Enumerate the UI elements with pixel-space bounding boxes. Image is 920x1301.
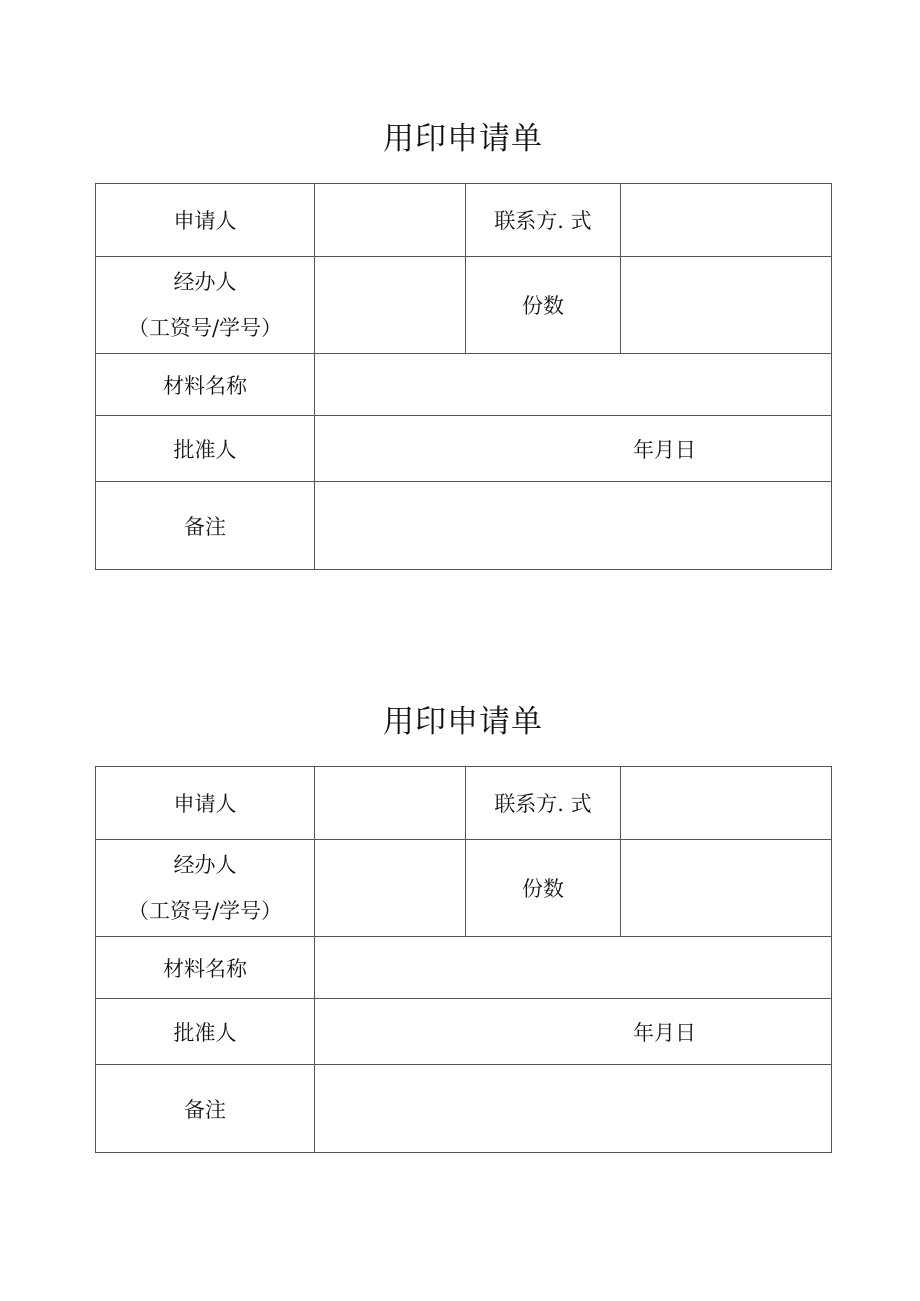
contact-field[interactable] bbox=[621, 767, 832, 840]
row-handler bbox=[96, 257, 832, 354]
date-label: 年月日 bbox=[633, 437, 696, 462]
row-remarks bbox=[96, 1065, 832, 1153]
copies-field[interactable] bbox=[621, 840, 832, 937]
row-approver bbox=[96, 999, 832, 1065]
contact-label: 联系方. 式 bbox=[466, 184, 621, 257]
row-material bbox=[96, 937, 832, 999]
applicant-label: 申请人 bbox=[96, 767, 315, 840]
material-field[interactable] bbox=[315, 354, 832, 416]
date-label: 年月日 bbox=[633, 1020, 696, 1045]
form-table bbox=[95, 766, 832, 1153]
approver-date-field[interactable] bbox=[315, 416, 832, 482]
remarks-label: 备注 bbox=[96, 1065, 315, 1153]
contact-field[interactable] bbox=[621, 184, 832, 257]
remarks-field[interactable] bbox=[315, 1065, 832, 1153]
row-applicant bbox=[96, 767, 832, 840]
approver-label: 批准人 bbox=[96, 416, 315, 482]
copies-label: 份数 bbox=[466, 840, 621, 937]
handler-label: 经办人 bbox=[173, 853, 237, 877]
contact-label: 联系方. 式 bbox=[466, 767, 621, 840]
applicant-field[interactable] bbox=[315, 184, 466, 257]
material-field[interactable] bbox=[315, 937, 832, 999]
row-approver bbox=[96, 416, 832, 482]
copies-field[interactable] bbox=[621, 257, 832, 354]
form-title: 用印申请单 bbox=[383, 121, 543, 157]
handler-field[interactable] bbox=[315, 840, 466, 937]
form-table bbox=[95, 183, 832, 570]
material-label: 材料名称 bbox=[96, 354, 315, 416]
handler-label-cell bbox=[96, 257, 315, 354]
remarks-field[interactable] bbox=[315, 482, 832, 570]
copies-label: 份数 bbox=[466, 257, 621, 354]
handler-sub-label: （工资号/学号） bbox=[127, 316, 283, 340]
row-material bbox=[96, 354, 832, 416]
material-label: 材料名称 bbox=[96, 937, 315, 999]
handler-sub-label: （工资号/学号） bbox=[127, 899, 283, 923]
row-applicant bbox=[96, 184, 832, 257]
applicant-field[interactable] bbox=[315, 767, 466, 840]
remarks-label: 备注 bbox=[96, 482, 315, 570]
row-handler bbox=[96, 840, 832, 937]
handler-label-cell bbox=[96, 840, 315, 937]
approver-label: 批准人 bbox=[96, 999, 315, 1065]
handler-field[interactable] bbox=[315, 257, 466, 354]
row-remarks bbox=[96, 482, 832, 570]
form-title: 用印申请单 bbox=[383, 704, 543, 740]
approver-date-field[interactable] bbox=[315, 999, 832, 1065]
applicant-label: 申请人 bbox=[96, 184, 315, 257]
handler-label: 经办人 bbox=[173, 270, 237, 294]
